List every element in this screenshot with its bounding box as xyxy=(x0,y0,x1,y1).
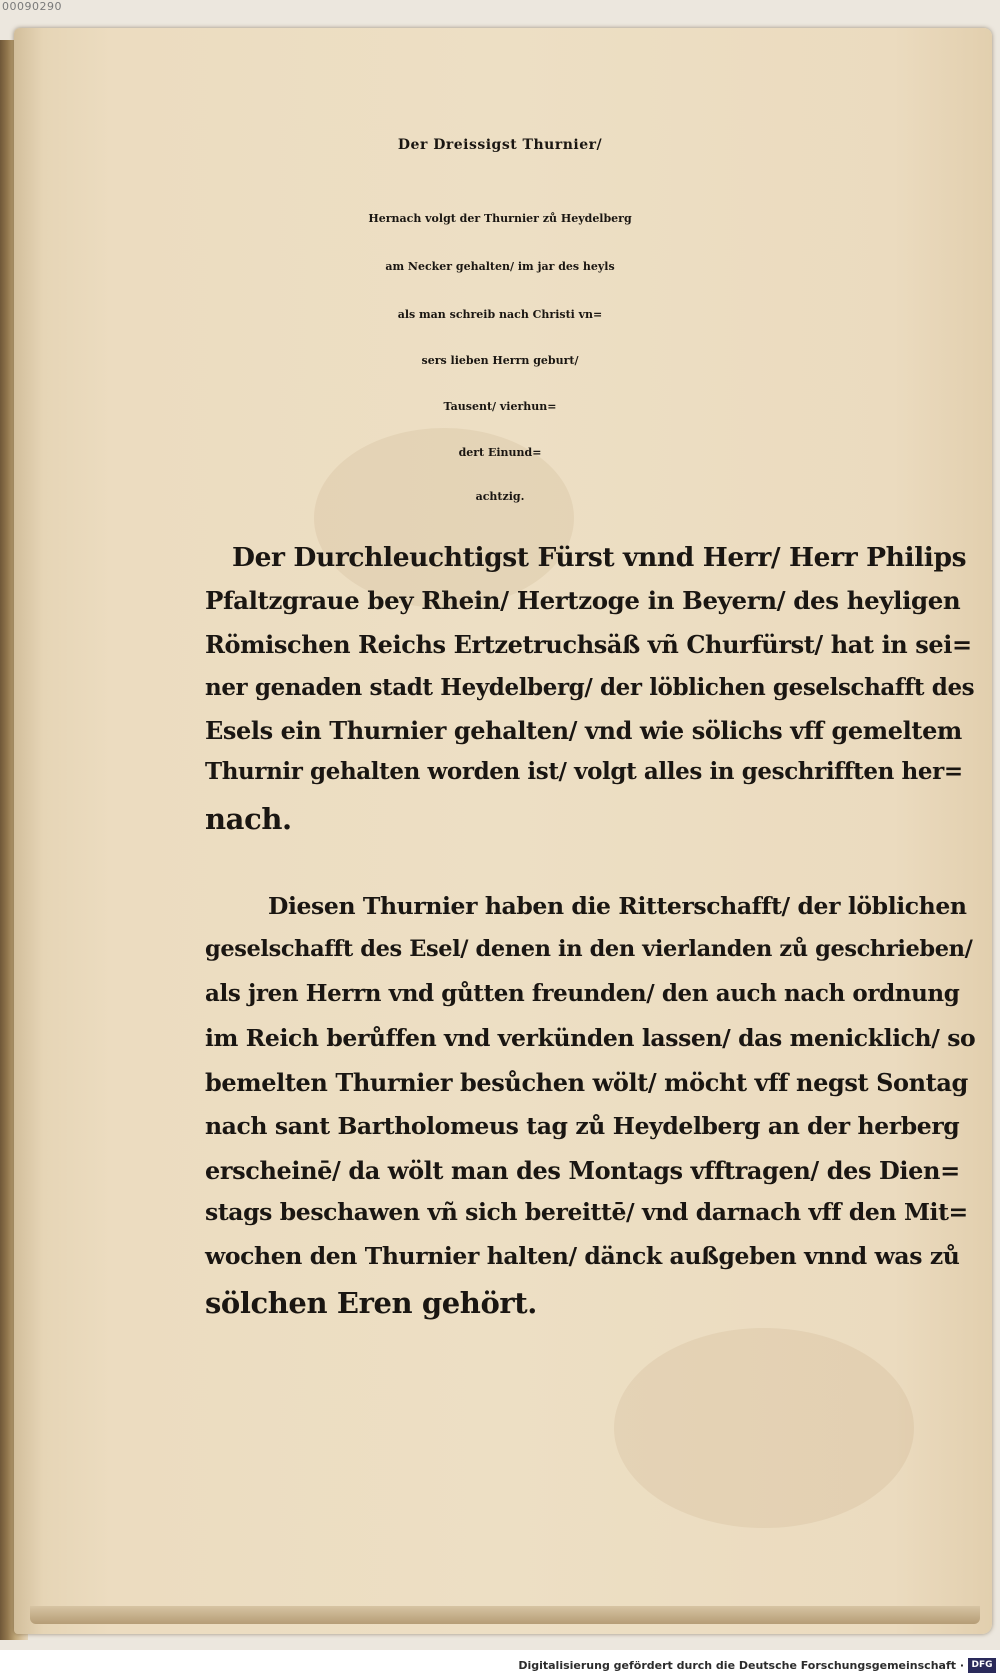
paragraph-line: ner genaden stadt Heydelberg/ der löblichen geselschafft des xyxy=(205,674,975,701)
page-bottom-edge xyxy=(30,1606,980,1624)
footer-bar xyxy=(0,1657,1000,1678)
paragraph-line: Römischen Reichs Ertzetruchsäß vñ Churfürst/ hat in sei= xyxy=(205,630,972,659)
paragraph-line: Der Durchleuchtigst Fürst vnnd Herr/ Herr Philips xyxy=(232,542,967,573)
paragraph-line: erscheinē/ da wölt man des Montags vfftragen/ des Dien= xyxy=(205,1156,960,1185)
scan-identifier: 00090290 xyxy=(2,0,62,13)
intro-line: als man schreib nach Christi vn= xyxy=(397,308,603,321)
intro-line: Tausent/ vierhun= xyxy=(443,400,557,413)
paragraph-line: bemelten Thurnier besůchen wölt/ möcht vff negst Sontag xyxy=(205,1068,968,1097)
page-stain xyxy=(614,1328,914,1528)
footer-credit: Digitalisierung gefördert durch die Deutsche Forschungsgemeinschaft · xyxy=(518,1659,964,1672)
paragraph-line: im Reich berůffen vnd verkünden lassen/ das menicklich/ so xyxy=(205,1024,976,1052)
paragraph-line: geselschafft des Esel/ denen in den vierlanden zů geschrieben/ xyxy=(205,936,973,962)
page-title: Der Dreissigst Thurnier/ xyxy=(397,137,603,153)
paragraph-line: nach sant Bartholomeus tag zů Heydelberg an der herberg xyxy=(205,1112,960,1140)
paragraph-line: als jren Herrn vnd gůtten freunden/ den auch nach ordnung xyxy=(205,980,960,1007)
intro-line: dert Einund= xyxy=(458,446,542,459)
paragraph-line: wochen den Thurnier halten/ dänck außgeben vnnd was zů xyxy=(205,1242,960,1270)
intro-line: am Necker gehalten/ im jar des heyls xyxy=(385,260,615,273)
paragraph-line: sölchen Eren gehört. xyxy=(205,1286,537,1320)
paragraph-line: Diesen Thurnier haben die Ritterschafft/ der löblichen xyxy=(268,892,967,920)
paragraph-line: Pfaltzgraue bey Rhein/ Hertzoge in Beyern/ des heyligen xyxy=(205,586,961,615)
dfg-logo-icon[interactable]: DFG xyxy=(968,1658,996,1673)
paragraph-line: Thurnir gehalten worden ist/ volgt alles in geschrifften her= xyxy=(205,758,963,785)
paragraph-line: Esels ein Thurnier gehalten/ vnd wie sölichs vff gemeltem xyxy=(205,716,962,745)
intro-line: achtzig. xyxy=(475,490,525,503)
paragraph-line: nach. xyxy=(205,802,292,836)
intro-line: sers lieben Herrn geburt/ xyxy=(421,354,579,367)
paragraph-line: stags beschawen vñ sich bereittē/ vnd darnach vff den Mit= xyxy=(205,1198,968,1226)
intro-line: Hernach volgt der Thurnier zů Heydelberg xyxy=(368,212,632,225)
